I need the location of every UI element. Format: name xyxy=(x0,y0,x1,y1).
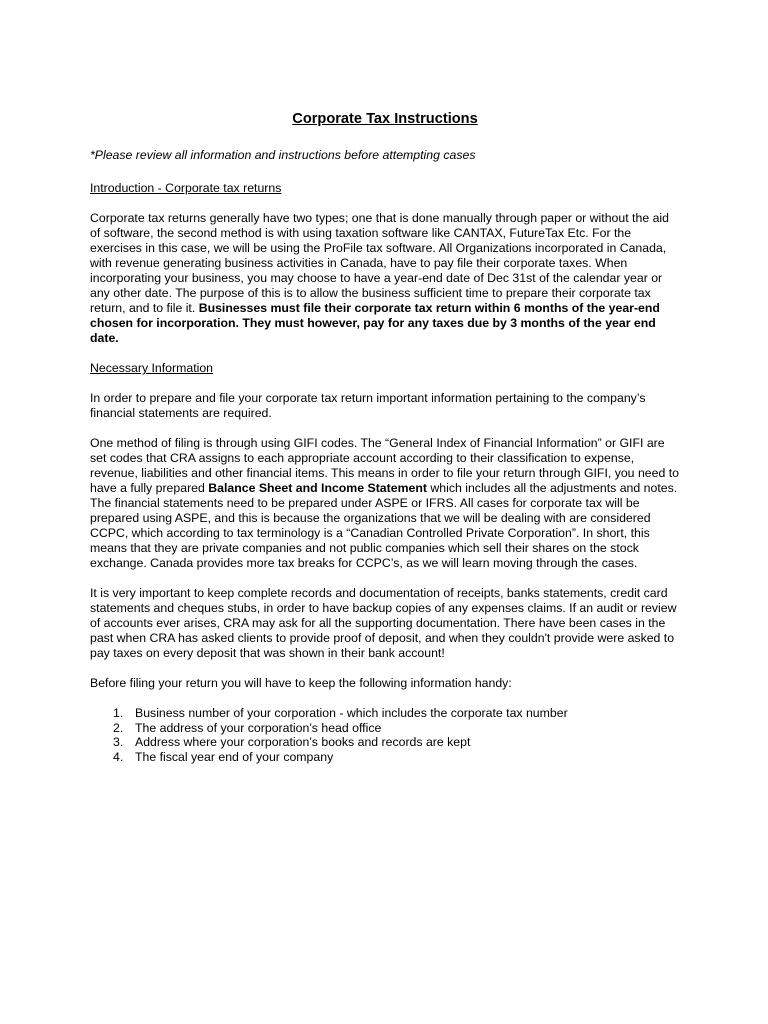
necessary-paragraph-3: It is very important to keep complete records and documentation of receipts, banks statements, credit card statements and cheques stubs, in order to have backup copies of any expenses claims. If an audit or review of accounts ever arises, CRA may ask for all the supporting documentation. There have been cases in the past when CRA has asked clients to provide proof of deposit, and when they couldn't provide were asked to pay taxes on every deposit that was shown in their bank account! xyxy=(90,586,677,660)
necessary-paragraph-2 xyxy=(90,436,680,571)
document-title: Corporate Tax Instructions xyxy=(292,111,478,127)
intro-paragraph-text: Corporate tax returns generally have two types; one that is done manually through paper or without the aid of software, the second method is with using taxation software like CANTAX, FutureTax Etc. For the exercises in this case, we will be using the ProFile tax software. All Organizations incorporated in Canada, with revenue generating business activities in Canada, have to pay file their corporate taxes. When incorporating your business, you may choose to have a year-end date of Dec 31st of the calendar year or any other date. The purpose of this is to allow the business sufficient time to prepare their corporate tax return, and to file it. xyxy=(90,211,669,315)
list-text: Business number of your corporation - which includes the corporate tax number xyxy=(135,706,568,720)
gifi-text-a: One method of filing is through using GIFI codes. The “General Index of Financial Information” or GIFI are set codes that CRA assigns to each appropriate account according to their classification to expense, revenue, liabilities and other financial items. This means in order to file your return through GIFI, you need to have a fully prepared xyxy=(90,436,679,495)
list-item xyxy=(90,750,680,765)
gifi-text-bold: Balance Sheet and Income Statement xyxy=(208,481,427,495)
intro-paragraph xyxy=(90,211,680,346)
list-number: 3. xyxy=(113,735,124,749)
list-number: 4. xyxy=(113,749,124,764)
necessary-paragraph-1: In order to prepare and file your corporate tax return important information pertaining to the company’s financial statements are required. xyxy=(90,391,646,420)
document-body xyxy=(90,110,680,764)
list-text: The address of your corporation’s head office xyxy=(135,720,382,735)
list-number: 2. xyxy=(113,720,124,735)
list-text: The fiscal year end of your company xyxy=(135,749,334,764)
required-info-list xyxy=(90,706,680,764)
list-item xyxy=(90,735,680,750)
intro-paragraph-bold: Businesses must file their corporate tax return within 6 months of the year-end chosen for incorporation. They must however, pay for any taxes due by 3 months of the year end date. xyxy=(90,301,660,345)
review-note: *Please review all information and instructions before attempting cases xyxy=(90,148,476,162)
necessary-paragraph-4: Before filing your return you will have to keep the following information handy: xyxy=(90,676,512,690)
intro-heading: Introduction - Corporate tax returns xyxy=(90,181,282,195)
list-number: 1. xyxy=(113,706,124,720)
list-item xyxy=(90,721,680,736)
list-item xyxy=(90,706,680,721)
necessary-heading: Necessary Information xyxy=(90,361,214,375)
list-text: Address where your corporation’s books and records are kept xyxy=(135,735,471,749)
gifi-text-b: which includes all the adjustments and notes. The financial statements need to be prepared under ASPE or IFRS. All cases for corporate tax will be prepared using ASPE, and this is because the organizations that we will be dealing with are considered CCPC, which according to tax terminology is a “Canadian Controlled Private Corporation”. In short, this means that they are private companies and not public companies which sell their shares on the stock exchange. Canada provides more tax breaks for CCPC’s, as we will learn moving through the cases. xyxy=(90,481,678,570)
